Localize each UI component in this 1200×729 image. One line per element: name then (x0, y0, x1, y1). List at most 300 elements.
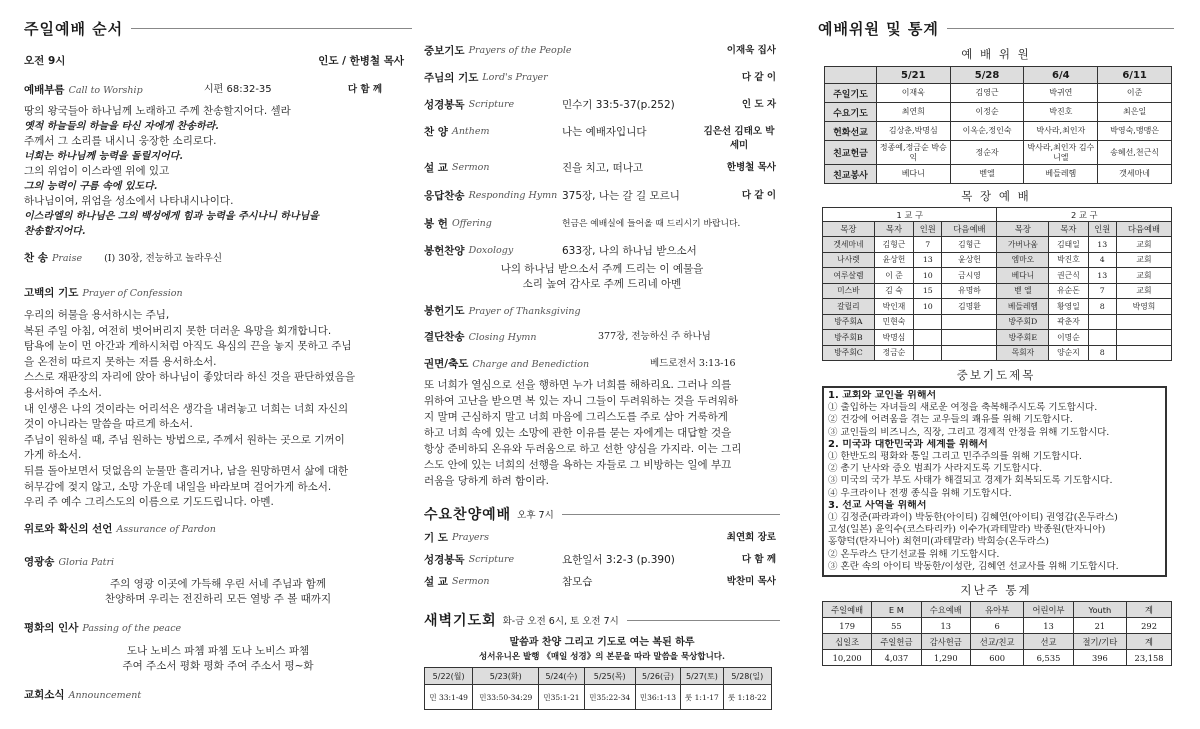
stats-value: 600 (970, 650, 1023, 666)
item-en: Prayers of the People (468, 45, 572, 56)
dawn-ref: 민35:1-21 (539, 685, 584, 710)
staff-name: 베들레헴 (1024, 165, 1098, 184)
benediction-line: 스도 안에 있는 너희의 선행을 욕하는 자들로 그 비방하는 일에 부끄 (424, 459, 732, 471)
staff-name: 최은일 (1098, 103, 1172, 122)
parish-row (823, 345, 1172, 361)
call-to-worship (24, 83, 412, 98)
praise-hymn: (I) 30장, 전능하고 놀라우신 (104, 253, 223, 264)
prayer-line: ④ 우크라이나 전쟁 종식을 위해 기도합시다. (828, 487, 1012, 499)
staff-row (825, 141, 1172, 165)
stats-head: 유아부 (970, 602, 1023, 618)
title-rule (131, 28, 412, 29)
prayer-line: ① 김정준(파라과이) 박동한(아이티) 김혜연(아이티) 권영갑(온두라스) (828, 512, 1118, 524)
call-line: 너희는 하나님께 능력을 돌릴지어다. (24, 151, 183, 162)
item-label: 봉헌찬양 (424, 245, 465, 257)
parish-head: 목장 (823, 222, 875, 237)
call-line: 하나님이여, 위엄을 성소에서 나타내시나이다. (24, 195, 234, 207)
staff-role: 친교헌금 (825, 141, 877, 165)
prayer-line: 3. 선교 사역을 위해서 (828, 499, 927, 511)
wednesday-item (424, 553, 780, 575)
call-by: 다 함 께 (347, 84, 382, 95)
item-by: 다 함 께 (741, 554, 776, 565)
dawn-ref: 민36:1-13 (635, 685, 680, 710)
parish-worship-table (822, 207, 1172, 361)
item-en: Prayers (451, 532, 489, 543)
service-header (24, 54, 412, 68)
item-by: 한병철 목사 (726, 162, 776, 173)
parish-head: 인원 (914, 222, 942, 237)
parish-row (823, 268, 1172, 284)
order-of-worship-column (24, 0, 412, 729)
parish-cell: 가버나움 (997, 237, 1049, 253)
parish-row (823, 299, 1172, 315)
confession-line: 것이 아니라는 말씀을 따르게 하소서. (24, 418, 193, 431)
item-detail: 진을 치고, 떠나고 (562, 162, 644, 174)
benediction-line: 항상 준비하되 온유와 두려움으로 하고 선한 양심을 가지라. 이는 그리 (424, 443, 742, 455)
prayer-line: 1. 교회와 교인을 위해서 (828, 390, 937, 401)
parish-cell (942, 314, 997, 330)
prayer-line: ③ 미국의 국가 부도 사태가 해결되고 경제가 회복되도록 기도합시다. (828, 475, 1113, 487)
parish-cell: 황영일 (1049, 299, 1088, 315)
item-label: 성경봉독 (424, 99, 465, 111)
confession-line: 뒤를 돌아보면서 덧없음의 눈물만 흘리거나, 남을 원망하면서 삶에 대한 (24, 464, 349, 477)
parish-cell: 목회자 (997, 345, 1049, 361)
staff-name: 박진호 (1024, 103, 1098, 122)
parish-cell: 이명순 (1049, 330, 1088, 346)
dawn-ref: 룻 1:18-22 (723, 685, 771, 710)
parish-cell: 방주회B (823, 330, 875, 346)
stats-value: 10,200 (823, 650, 872, 666)
staff-date: 6/11 (1098, 67, 1172, 84)
worship-items-list (424, 44, 780, 260)
prayer-line: ② 건강에 어려움을 겪는 교우들의 쾌유를 위해 기도합시다. (828, 414, 1073, 426)
parish-row (823, 330, 1172, 346)
staff-name: 박사라,최인자 김수니엘 (1024, 141, 1098, 165)
parish-cell: 박명심 (874, 330, 913, 346)
benediction-line: 또 너희가 열심으로 선을 행하면 누가 너희를 해하리요. 그러나 의를 (424, 379, 732, 391)
dawn-ref: 민 33:1-49 (425, 685, 473, 710)
confession-line: 을 온전히 따르지 못하는 저를 용서하소서. (24, 355, 217, 368)
parish-cell: 김 숙 (874, 283, 913, 299)
confession-line: 내 인생은 나의 것이라는 어리석은 생각을 내려놓고 너희는 너희 자신의 (24, 402, 349, 415)
confession-line: 탐욕에 눈이 먼 아간과 게하시처럼 아직도 욕심의 끈을 놓지 못하고 주님 (24, 340, 352, 353)
dawn-ref: 민35:22-34 (584, 685, 635, 710)
item-by: 김은선 김태오 박세미 (703, 126, 775, 151)
item-detail: 나는 예배자입니다 (562, 126, 647, 138)
staff-row (825, 165, 1172, 184)
staff-name: 갯세마네 (1098, 165, 1172, 184)
staff-name: 김영근 (950, 84, 1024, 103)
benediction-line: 위하여 고난을 받으면 복 있는 자니 그들이 두려워하는 것을 두려워하 (424, 395, 739, 407)
item-detail: 요한일서 3:2-3 (p.390) (562, 554, 675, 566)
stats-value: 396 (1073, 650, 1126, 666)
parish-cell: 유순돈 (1049, 283, 1088, 299)
item-en: Offering (451, 218, 492, 229)
parish-cell: 유명하 (942, 283, 997, 299)
item-by: 다 같 이 (741, 72, 776, 83)
stats-value: 4,037 (872, 650, 921, 666)
prayer-line: 고성(일본) 윤익수(코스타리카) 이수가(과테말라) 박종원(탄자니아) (828, 524, 1106, 536)
thanksgiving-item: 봉헌기도 Prayer of Thanksgiving (424, 305, 581, 317)
prayer-line: ① 출입하는 자녀들의 새로운 여정을 축복해주시도록 기도합시다. (828, 402, 1098, 414)
benediction-line: 지 말며 근심하지 말고 너희 마음에 그리스도를 주로 삼아 거룩하게 (424, 411, 728, 423)
item-en: Doxology (468, 245, 514, 256)
staff-corner (825, 67, 877, 84)
staff-date: 6/4 (1024, 67, 1098, 84)
parish-cell: 15 (914, 283, 942, 299)
stats-head: 주일헌금 (872, 634, 921, 650)
wednesday-items-list (424, 531, 780, 597)
item-label: 응답찬송 (424, 190, 465, 202)
stats-head: 십일조 (823, 634, 872, 650)
dawn-day: 5/27(토) (681, 668, 723, 685)
item-en: Anthem (451, 126, 490, 137)
parish-cell: 방주회D (997, 314, 1049, 330)
parish-cell: 8 (1088, 299, 1116, 315)
stats-value: 1,290 (921, 650, 970, 666)
confession-line: 스스로 재판장의 자리에 앉아 하나님이 좋았더라 하신 것을 판단하였음을 (24, 371, 355, 384)
parish-cell: 13 (1088, 268, 1116, 284)
confession-item: 고백의 기도 Prayer of Confession (24, 287, 183, 299)
parish-cell: 교회 (1116, 237, 1171, 253)
parish-title: 목 장 예 배 (961, 189, 1031, 203)
dawn-day: 5/23(화) (473, 668, 539, 685)
item-label: 기 도 (424, 532, 448, 544)
parish-cell: 윤상헌 (942, 252, 997, 268)
parish-cell: 벧 엘 (997, 283, 1049, 299)
announcement-item: 교회소식 Announcement (24, 688, 142, 701)
worship-item (424, 217, 780, 244)
item-by: 이재욱 집사 (726, 45, 776, 56)
parish-cell: 윤상헌 (874, 252, 913, 268)
parish-cell: 교회 (1116, 252, 1171, 268)
parish-row (823, 252, 1172, 268)
parish-cell: 이 준 (874, 268, 913, 284)
dawn-day: 5/25(목) (584, 668, 635, 685)
gloria-lyrics: 주의 영광 이곳에 가득해 우린 서네 주님과 함께 찬양하며 우리는 전진하리 모든 열방 주 볼 때까지 (104, 577, 332, 605)
gloria-item: 영광송 Gloria Patri (24, 555, 115, 568)
stats-value: 292 (1127, 618, 1172, 634)
parish-cell: 7 (914, 237, 942, 253)
parish-head: 목장 (997, 222, 1049, 237)
dawn-schedule-table (424, 667, 772, 710)
call-line: 그의 위엄이 이스라엘 위에 있고 (24, 165, 170, 177)
call-responsive-reading (24, 104, 412, 239)
stats-head: 선교 (1024, 634, 1073, 650)
parish-cell (914, 314, 942, 330)
staff-name: 이재욱 (876, 84, 950, 103)
staff-name: 베다니 (876, 165, 950, 184)
stats-value: 23,158 (1127, 650, 1172, 666)
prayer-line: ① 한반도의 평화와 통일 그리고 민주주의를 위해 기도합시다. (828, 451, 1082, 463)
parish-cell: 박영희 (1116, 299, 1171, 315)
staff-name: 최연희 (876, 103, 950, 122)
parish-head: 다음예배 (1116, 222, 1171, 237)
staff-name: 김상춘,박명심 (876, 122, 950, 141)
worship-item (424, 161, 780, 189)
staff-date: 5/21 (876, 67, 950, 84)
parish-cell: 13 (914, 252, 942, 268)
stats-head: Youth (1073, 602, 1126, 618)
item-label: 설 교 (424, 162, 448, 174)
stats-value: 55 (872, 618, 921, 634)
doxology-lyrics: 나의 하나님 받으소서 주께 드리는 이 예물을 소리 높여 감사로 주께 드리네 아멘 (500, 263, 704, 290)
item-en: Scripture (468, 554, 515, 565)
item-en: Sermon (451, 162, 490, 173)
parish-cell (942, 330, 997, 346)
item-detail: 헌금은 예배실에 들어올 때 드리시기 바랍니다. (562, 219, 741, 229)
parish-cell: 민현숙 (874, 314, 913, 330)
stats-head: 절기/기타 (1073, 634, 1126, 650)
dawn-ref: 룻 1:1-17 (681, 685, 723, 710)
stats-value: 179 (823, 618, 872, 634)
confession-line: 가게 하소서. (24, 449, 82, 462)
parish-cell: 김형근 (942, 237, 997, 253)
parish-cell: 교회 (1116, 283, 1171, 299)
staff-role: 주일기도 (825, 84, 877, 103)
call-ref: 시편 68:32-35 (204, 84, 272, 95)
call-line: 이스라엘의 하나님은 그의 백성에게 힘과 능력을 주시나니 하나님을 (24, 211, 319, 222)
parish-cell: 양순지 (1049, 345, 1088, 361)
call-label: 예배부름 (24, 84, 65, 96)
parish-cell (914, 330, 942, 346)
parish-cell: 4 (1088, 252, 1116, 268)
staff-name: 정순자 (950, 141, 1024, 165)
item-en: Sermon (451, 576, 490, 587)
parish-cell (1088, 314, 1116, 330)
worship-item (424, 44, 780, 71)
parish-cell: 여루살렘 (823, 268, 875, 284)
dawn-day: 5/22(월) (425, 668, 473, 685)
parish-head: 인원 (1088, 222, 1116, 237)
staff-name: 이정순 (950, 103, 1024, 122)
assurance-item: 위로와 확신의 선언 Assurance of Pardon (24, 522, 216, 535)
parish-cell: 10 (914, 268, 942, 284)
staff-row (825, 103, 1172, 122)
parish-cell: 박인재 (874, 299, 913, 315)
section-title-sunday: 주일예배 순서 (24, 14, 412, 42)
prayer-line: ③ 교인들의 비즈니스, 직장, 그리고 경제적 안정을 위해 기도합시다. (828, 426, 1110, 438)
item-by: 다 같 이 (741, 190, 776, 201)
order-of-worship-continued-column (424, 0, 780, 729)
parish-cell: 금시영 (942, 268, 997, 284)
parish-cell: 겟세마네 (823, 237, 875, 253)
benediction-line: 러움을 당하게 하려 함이라. (424, 475, 549, 487)
weekly-stats-table (822, 601, 1172, 666)
parish-cell: 베다니 (997, 268, 1049, 284)
wednesday-item (424, 531, 780, 553)
stats-title: 지난주 통계 (960, 583, 1032, 598)
item-label: 설 교 (424, 576, 448, 588)
benediction-text (424, 377, 780, 489)
staff-name: 박귀연 (1024, 84, 1098, 103)
call-en: Call to Worship (68, 85, 143, 96)
parish-group-1: 1 교 구 (823, 208, 997, 222)
item-en: Responding Hymn (468, 190, 558, 201)
item-en: Lord's Prayer (482, 72, 548, 83)
prayer-line: ② 온두라스 단기선교를 위해 기도합시다. (828, 548, 1000, 560)
stats-row (823, 634, 1172, 650)
staff-role: 친교봉사 (825, 165, 877, 184)
staff-role: 수요기도 (825, 103, 877, 122)
staff-name: 이옥순,정인숙 (950, 122, 1024, 141)
confession-text (24, 308, 412, 511)
parish-cell: 갈릴리 (823, 299, 875, 315)
worship-item (424, 71, 780, 98)
dawn-ref: 민33:50-34:29 (473, 685, 539, 710)
stats-row (823, 650, 1172, 666)
prayer-title: 중보기도제목 (956, 368, 1036, 382)
parish-cell: 김형근 (874, 237, 913, 253)
stats-head: 감사헌금 (921, 634, 970, 650)
section-title-dawn: 새벽기도회 화-금 오전 6시, 토 오전 7시 (424, 609, 780, 631)
stats-value: 6 (970, 618, 1023, 634)
stats-row (823, 602, 1172, 618)
section-title-wednesday: 수요찬양예배 오후 7시 (424, 503, 780, 525)
staff-role: 헌화선교 (825, 122, 877, 141)
parish-cell (1088, 330, 1116, 346)
parish-row (823, 283, 1172, 299)
confession-line: 우리의 허물을 용서하시는 주님, (24, 309, 170, 321)
stats-head: 계 (1127, 602, 1172, 618)
staff-title: 예 배 위 원 (961, 47, 1031, 61)
stats-head: 주일예배 (823, 602, 872, 618)
stats-value: 21 (1073, 618, 1126, 634)
parish-cell (1116, 314, 1171, 330)
staff-name: 벧엘 (950, 165, 1024, 184)
parish-cell (914, 345, 942, 361)
confession-line: 용서하여 주소서. (24, 386, 102, 399)
worship-staff-table (824, 66, 1172, 184)
staff-name: 박영숙,맹맹은 (1098, 122, 1172, 141)
item-en: Scripture (468, 99, 515, 110)
staff-name: 송혜선,천근식 (1098, 141, 1172, 165)
parish-cell: 엠마오 (997, 252, 1049, 268)
confession-line: 복된 주일 아침, 여전히 벗어버리지 못한 더러운 욕망을 회개합니다. (24, 324, 332, 337)
confession-line: 주님이 원하실 때, 주님 원하는 방법으로, 주께서 원하는 곳으로 기꺼이 (24, 433, 345, 446)
wednesday-item (424, 575, 780, 597)
parish-cell (1116, 330, 1171, 346)
peace-lyrics: 도나 노비스 파쳄 파쳄 도나 노비스 파쳄 주여 주소서 평화 평화 주여 주소서 평~화 (122, 644, 314, 672)
parish-cell: 김명환 (942, 299, 997, 315)
item-detail: 민수기 33:5-37(p.252) (562, 99, 675, 111)
section-title-stats: 예배위원 및 통계 (818, 14, 1174, 42)
charge-item: 권면/축도 Charge and Benediction 베드로전서 3:13-16 (424, 358, 736, 370)
stats-head: 선교/친교 (970, 634, 1023, 650)
parish-group-2: 2 교 구 (997, 208, 1172, 222)
item-detail: 참모습 (562, 576, 593, 588)
item-label: 주님의 기도 (424, 72, 479, 84)
parish-cell: 곽춘자 (1049, 314, 1088, 330)
item-by: 인 도 자 (741, 99, 776, 110)
item-detail: 375장, 나는 갈 길 모르니 (562, 190, 680, 202)
stats-column (818, 0, 1174, 729)
parish-cell (1116, 345, 1171, 361)
parish-cell: 나사렛 (823, 252, 875, 268)
call-line: 주께서 그 소리를 내시니 웅장한 소리로다. (24, 135, 217, 147)
parish-cell: 7 (1088, 283, 1116, 299)
parish-cell: 13 (1088, 237, 1116, 253)
peace-item: 평화의 인사 Passing of the peace (24, 621, 182, 634)
stats-value: 6,535 (1024, 650, 1073, 666)
worship-item (424, 125, 780, 161)
confession-line: 허무감에 젖지 않고, 소망 가운데 내일을 바라보며 걸어가게 하소서. (24, 480, 332, 493)
parish-row (823, 314, 1172, 330)
stats-head: 계 (1127, 634, 1172, 650)
closing-hymn-item: 결단찬송 Closing Hymn 377장, 전능하신 주 하나님 (424, 331, 711, 343)
call-line: 땅의 왕국들아 하나님께 노래하고 주께 찬송할지어다. 셀라 (24, 105, 291, 117)
worship-item (424, 244, 780, 260)
call-line: 그의 능력이 구름 속에 있도다. (24, 181, 158, 192)
stats-head: 어린이부 (1024, 602, 1073, 618)
staff-name: 정종예,정금순 박승익 (876, 141, 950, 165)
parish-cell: 권근식 (1049, 268, 1088, 284)
prayer-line: ③ 혼란 속의 아이티 박동한/이성란, 김혜연 선교사를 위해 기도합시다. (828, 560, 1119, 572)
dawn-day: 5/24(수) (539, 668, 584, 685)
staff-name: 박사라,최인자 (1024, 122, 1098, 141)
praise-item: 찬 송 Praise (I) 30장, 전능하고 놀라우신 (24, 252, 223, 264)
dawn-subtitle: 말씀과 찬양 그리고 기도로 여는 복된 하루 (509, 637, 695, 648)
call-line: 찬송할지어다. (24, 226, 86, 237)
dawn-day: 5/28(일) (723, 668, 771, 685)
stats-value: 13 (921, 618, 970, 634)
dawn-note: 성서유니온 발행 《매일 성경》의 본문을 따라 말씀을 묵상합니다. (479, 652, 725, 662)
parish-row (823, 237, 1172, 253)
parish-head: 목자 (1049, 222, 1088, 237)
parish-cell: 김태일 (1049, 237, 1088, 253)
item-by: 박찬미 목사 (726, 576, 776, 587)
parish-cell: 베들레헴 (997, 299, 1049, 315)
parish-head: 다음예배 (942, 222, 997, 237)
parish-cell: 방주회C (823, 345, 875, 361)
prayer-line: 2. 미국과 대한민국과 세계를 위해서 (828, 438, 988, 450)
stats-head: 수요예배 (921, 602, 970, 618)
item-label: 중보기도 (424, 45, 465, 57)
parish-cell: 박진호 (1049, 252, 1088, 268)
parish-cell: 교회 (1116, 268, 1171, 284)
parish-cell: 10 (914, 299, 942, 315)
stats-row (823, 618, 1172, 634)
item-label: 찬 양 (424, 126, 448, 138)
call-line: 옛적 하늘들의 하늘을 타신 자에게 찬송하라. (24, 121, 219, 132)
prayer-line: 홍향덕(탄자니아) 최현미(과테말라) 박희승(온두라스) (828, 536, 1049, 548)
stats-value: 13 (1024, 618, 1073, 634)
item-label: 봉 헌 (424, 218, 448, 230)
worship-item (424, 189, 780, 217)
parish-cell: 방주회A (823, 314, 875, 330)
prayer-line: ② 총기 난사와 증오 범죄가 사라지도록 기도합시다. (828, 463, 1043, 475)
prayer-requests-box (822, 386, 1167, 577)
benediction-line: 하고 너희 속에 있는 소망에 관한 이유를 묻는 자에게는 대답할 것을 (424, 427, 732, 439)
stats-head: E M (872, 602, 921, 618)
parish-cell: 정금순 (874, 345, 913, 361)
item-label: 성경봉독 (424, 554, 465, 566)
staff-row (825, 84, 1172, 103)
dawn-day: 5/26(금) (635, 668, 680, 685)
parish-head: 목자 (874, 222, 913, 237)
item-detail: 633장, 나의 하나님 받으소서 (562, 245, 697, 257)
parish-cell: 방주회E (997, 330, 1049, 346)
parish-cell: 미스바 (823, 283, 875, 299)
service-time: 오전 9시 (24, 55, 66, 67)
item-by: 최연희 장로 (726, 532, 776, 543)
parish-cell: 8 (1088, 345, 1116, 361)
staff-row (825, 122, 1172, 141)
service-leader: 인도 / 한병철 목사 (318, 55, 404, 67)
confession-line: 우리 주 예수 그리스도의 이름으로 기도드립니다. 아멘. (24, 496, 274, 509)
staff-name: 이준 (1098, 84, 1172, 103)
staff-date: 5/28 (950, 67, 1024, 84)
